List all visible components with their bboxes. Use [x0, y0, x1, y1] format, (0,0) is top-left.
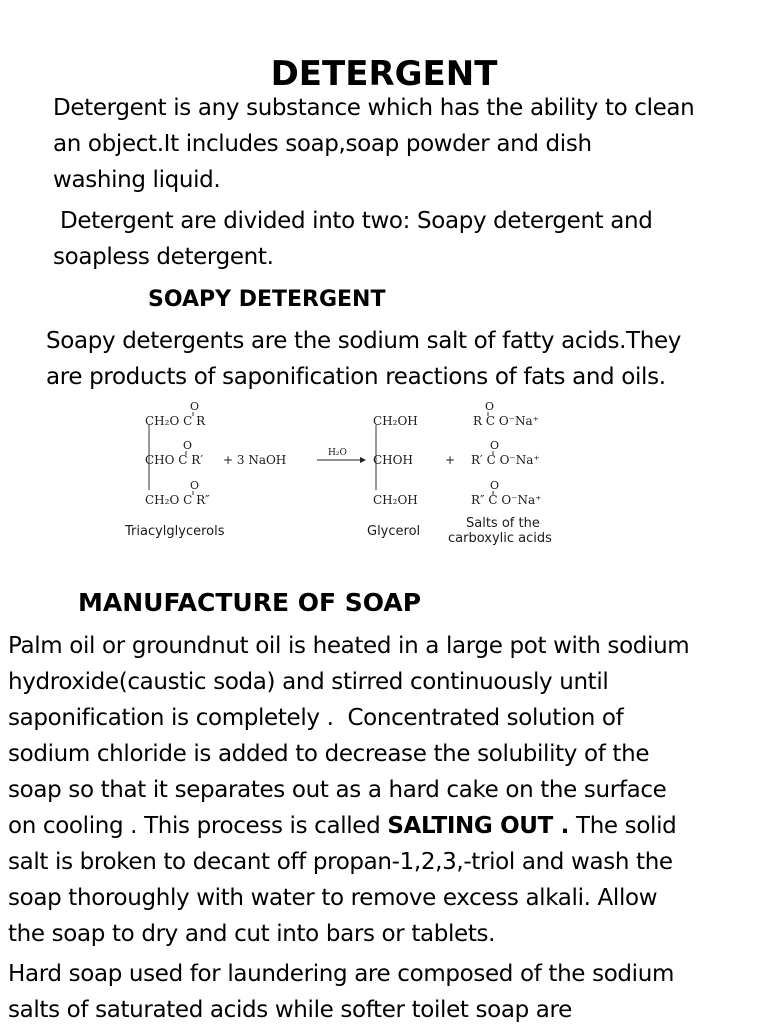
label-salts-2: carboxylic acids: [448, 531, 552, 546]
manufacture-line-8: soap thoroughly with water to remove excess alkali. Allow: [8, 885, 658, 911]
manufacture-paragraph: [8, 628, 768, 952]
division-line-2: soapless detergent.: [53, 244, 274, 270]
manufacture-line-6-start: on cooling . This process is called: [8, 813, 388, 839]
manufacture-line-9: the soap to dry and cut into bars or tablets.: [8, 921, 496, 947]
soapy-paragraph: [46, 323, 768, 395]
salt-row-3: R″ C O⁻Na⁺: [471, 493, 542, 507]
salt-carbonyl-o-2: O: [490, 439, 500, 452]
saponification-reaction-diagram: [120, 398, 590, 548]
manufacture-line-5: soap so that it separates out as a hard cake on the surface: [8, 777, 667, 803]
reactant-row-3: CH₂O C R″: [145, 493, 210, 507]
manufacture-line-7: salt is broken to decant off propan-1,2,3,-triol and wash the: [8, 849, 673, 875]
division-line-1: Detergent are divided into two: Soapy detergent and: [53, 208, 653, 234]
manufacture-line-1: Palm oil or groundnut oil is heated in a large pot with sodium: [8, 633, 690, 659]
manufacture-line-3: saponification is completely . Concentrated solution of: [8, 705, 624, 731]
manufacture-heading: MANUFACTURE OF SOAP: [78, 588, 422, 617]
salt-carbonyl-o-1: O: [485, 400, 495, 413]
soapy-line-1: Soapy detergents are the sodium salt of fatty acids.They: [46, 328, 682, 354]
manufacture-line-6: [8, 808, 768, 844]
carbonyl-o-2: O: [183, 439, 193, 452]
catalyst-label: H₂O: [328, 448, 347, 458]
manufacture-line-4: sodium chloride is added to decrease the solubility of the: [8, 741, 650, 767]
manufacture-line-6-end: The solid: [569, 813, 677, 839]
manufacture-line-2: hydroxide(caustic soda) and stirred continuously until: [8, 669, 609, 695]
plus-sign: +: [445, 453, 456, 467]
hard-soap-paragraph: [8, 956, 768, 1024]
intro-paragraph: [53, 90, 768, 198]
glycerol-row-1: CH₂OH: [373, 414, 418, 428]
page-title: DETERGENT: [270, 54, 498, 94]
label-salts-1: Salts of the: [466, 516, 540, 531]
carbonyl-o-1: O: [190, 400, 200, 413]
intro-line-1: Detergent is any substance which has the ability to clean: [53, 95, 695, 121]
salt-carbonyl-o-3: O: [490, 479, 500, 492]
glycerol-row-3: CH₂OH: [373, 493, 418, 507]
intro-line-2: an object.It includes soap,soap powder and dish: [53, 131, 592, 157]
carbonyl-o-3: O: [190, 479, 200, 492]
intro-line-3: washing liquid.: [53, 167, 221, 193]
soapy-detergent-heading: SOAPY DETERGENT: [148, 287, 386, 312]
hard-soap-line-2: salts of saturated acids while softer toilet soap are: [8, 997, 572, 1023]
salt-row-2: R′ C O⁻Na⁺: [471, 453, 540, 467]
soapy-line-2: are products of saponification reactions of fats and oils.: [46, 364, 666, 390]
label-triacylglycerols: Triacylglycerols: [125, 524, 225, 539]
reaction-arrowhead: [360, 457, 366, 463]
salting-out-term: SALTING OUT .: [387, 813, 570, 839]
division-paragraph: [53, 203, 768, 275]
hard-soap-line-1: Hard soap used for laundering are composed of the sodium: [8, 961, 674, 987]
label-glycerol: Glycerol: [367, 524, 421, 539]
reactant-row-2: CHO C R′: [145, 453, 204, 467]
plus-naoh: + 3 NaOH: [223, 453, 287, 467]
reaction-svg: [120, 398, 590, 548]
reactant-row-1: CH₂O C R: [145, 414, 206, 428]
glycerol-row-2: CHOH: [373, 453, 413, 467]
salt-row-1: R C O⁻Na⁺: [473, 414, 540, 428]
